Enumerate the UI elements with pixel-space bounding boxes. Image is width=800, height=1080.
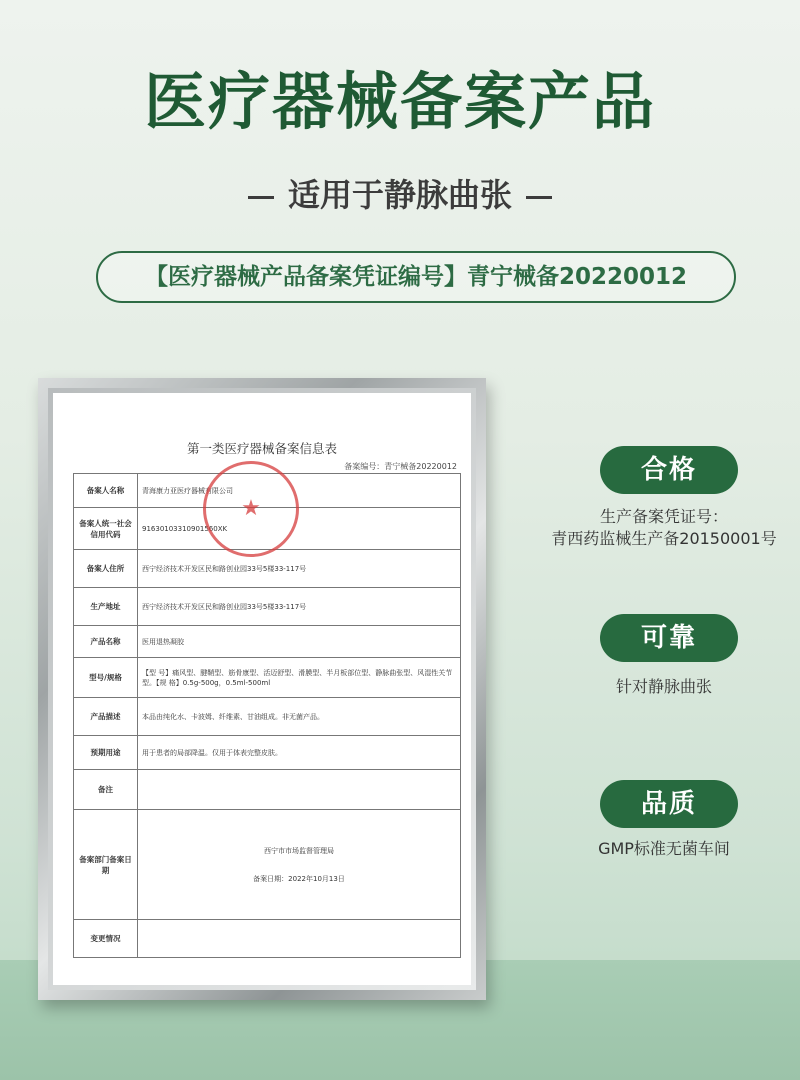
certificate-document bbox=[53, 393, 471, 985]
document-title: 第一类医疗器械备案信息表 bbox=[186, 441, 337, 456]
table-row: 产品名称 医用退热凝胶 bbox=[74, 626, 461, 658]
badge-qualified: 合格 bbox=[600, 446, 738, 494]
badge-quality: 品质 bbox=[600, 780, 738, 828]
dash-right bbox=[526, 196, 552, 199]
table-row: 备案人住所 西宁经济技术开发区民和路创业园33号5楼33-117号 bbox=[74, 550, 461, 588]
page-subtitle bbox=[0, 170, 800, 216]
table-row: 备案人统一社会信用代码 91630103310901560XK bbox=[74, 508, 461, 550]
table-row: 预期用途 用于患者的局部降温。仅用于体表完整皮肤。 bbox=[74, 736, 461, 770]
page-title: 医疗器械备案产品 bbox=[143, 65, 656, 138]
table-row: 备注 bbox=[74, 770, 461, 810]
filing-number: 备案编号：青宁械备20220012 bbox=[344, 462, 457, 471]
badge-reliable-desc: 针对静脉曲张 bbox=[615, 677, 712, 696]
table-row: 备案人名称 青海康力亚医疗器械有限公司 bbox=[74, 474, 461, 508]
table-row: 变更情况 bbox=[74, 920, 461, 958]
table-row: 备案部门备案日期 西宁市市场监督管理局 备案日期：2022年10月13日 bbox=[74, 810, 461, 920]
certificate-frame bbox=[38, 378, 486, 1000]
subtitle-text: 适用于静脉曲张 bbox=[287, 176, 512, 214]
table-row: 产品描述 本品由纯化水、卡波姆、纤维素、甘油组成。非无菌产品。 bbox=[74, 698, 461, 736]
certificate-pill: 【医疗器械产品备案凭证编号】青宁械备20220012 bbox=[96, 251, 736, 303]
badge-qualified-desc: 生产备案凭证号： 青西药监械生产备20150001号 bbox=[551, 507, 777, 548]
badge-quality-desc: GMP标准无菌车间 bbox=[598, 839, 730, 858]
dash-left bbox=[248, 196, 274, 199]
official-seal bbox=[203, 461, 299, 557]
badge-reliable: 可靠 bbox=[600, 614, 738, 662]
table-row: 型号/规格 【型 号】痛风型、腱鞘型、筋骨康型、活迈舒型、滑膜型、半月板部位型、静脉曲张型、风湿性关节型。【规 格】0.5g-500g，0.5ml-500ml bbox=[74, 658, 461, 698]
table-row: 生产地址 西宁经济技术开发区民和路创业园33号5楼33-117号 bbox=[74, 588, 461, 626]
